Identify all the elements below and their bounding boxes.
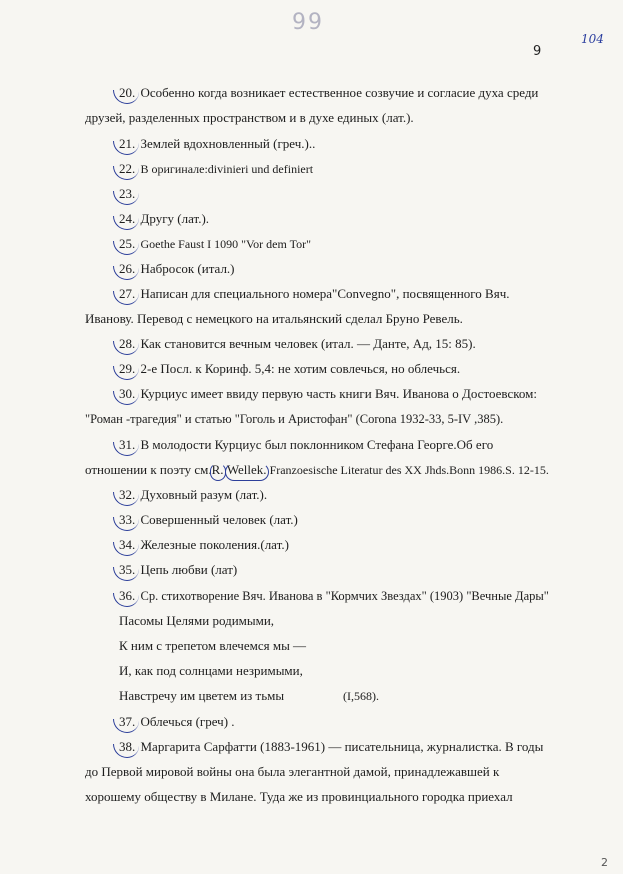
note-line — [116, 537, 289, 553]
note-line — [116, 361, 460, 377]
note-text: Совершенный человек (лат.) — [140, 512, 298, 527]
note-line — [116, 136, 315, 152]
note-text: 2-е Посл. к Коринф. 5,4: не хотим совлечься, но облечься. — [140, 361, 461, 376]
note-number: 21. — [116, 136, 137, 152]
note-line — [116, 739, 543, 755]
note-line — [116, 588, 549, 604]
note-text: В молодости Курциус был поклонником Стефана Георге.Об его — [140, 437, 494, 452]
note-number: 25. — [116, 236, 137, 252]
poem-text: К ним с трепетом влечемся мы — — [119, 638, 307, 653]
poem-text: И, как под солнцами незримыми, — [119, 663, 303, 678]
poem-text: Пасомы Целями родимыми, — [119, 613, 275, 628]
note-number: 30. — [116, 386, 137, 402]
note-text: Другу (лат.). — [140, 211, 210, 226]
note-line — [116, 211, 209, 227]
note-line — [116, 437, 493, 453]
circled-author-name: Wellek. — [226, 462, 267, 477]
poem-line — [119, 663, 303, 679]
note-text: Написан для специального номера"Convegno", посвященного Вяч. — [140, 286, 510, 301]
note-line — [85, 764, 499, 780]
page-number: 9 — [533, 44, 542, 59]
note-number: 29. — [116, 361, 137, 377]
poem-line — [119, 638, 306, 654]
note-text: "Роман -трагедия" и статью "Гоголь и Аристофан" (Corona 1932-33, 5-IV ,385). — [85, 412, 504, 426]
note-line — [116, 286, 509, 302]
note-text: Goethe Faust I 1090 "Vor dem Tor" — [140, 237, 311, 251]
note-line — [116, 186, 137, 202]
note-number: 36. — [116, 588, 137, 604]
note-text: Землей вдохновленный (греч.).. — [140, 136, 316, 151]
note-text: Облечься (греч) . — [140, 714, 235, 729]
note-text: Маргарита Сарфатти (1883-1961) — писательница, журналистка. В годы — [140, 739, 544, 754]
note-line — [85, 311, 463, 327]
note-number: 37. — [116, 714, 137, 730]
poem-reference — [343, 688, 379, 704]
note-number: 34. — [116, 537, 137, 553]
note-text: Духовный разум (лат.). — [140, 487, 268, 502]
note-number: 28. — [116, 336, 137, 352]
note-line — [116, 85, 538, 101]
note-number: 31. — [116, 437, 137, 453]
note-line — [85, 789, 513, 805]
note-number: 24. — [116, 211, 137, 227]
note-text: друзей, разделенных пространством и в духе единых (лат.). — [85, 110, 414, 125]
note-text: отношении к поэту см. — [85, 462, 212, 477]
note-number: 35. — [116, 562, 137, 578]
reference-text: (I,568). — [343, 689, 379, 703]
note-text: Иванову. Перевод с немецкого на итальянский сделал Бруно Ревель. — [85, 311, 463, 326]
note-line — [116, 487, 267, 503]
note-text: Franzoesische Literatur des XX Jhds.Bonn 1986.S. 12-15. — [266, 463, 549, 477]
note-text: Особенно когда возникает естественное созвучие и согласие духа среди — [140, 85, 539, 100]
note-text: до Первой мировой войны она была элегантной дамой, принадлежавшей к — [85, 764, 500, 779]
note-line — [116, 336, 476, 352]
note-text: Набросок (итал.) — [140, 261, 235, 276]
note-line — [116, 161, 313, 177]
note-line — [116, 386, 537, 402]
note-number: 23. — [116, 186, 137, 202]
note-number: 26. — [116, 261, 137, 277]
note-line — [85, 462, 549, 478]
circled-initial: R. — [211, 462, 224, 477]
note-number: 38. — [116, 739, 137, 755]
note-text: Цепь любви (лат) — [140, 562, 238, 577]
note-line — [116, 261, 235, 277]
note-text: В оригинале:divinieri und definiert — [140, 162, 314, 176]
note-line — [116, 512, 298, 528]
note-number: 27. — [116, 286, 137, 302]
note-line — [85, 411, 503, 427]
handwritten-corner-number: 104 — [581, 32, 604, 46]
note-line — [116, 236, 311, 252]
note-line — [85, 110, 414, 126]
poem-line — [119, 613, 274, 629]
poem-line — [119, 688, 284, 704]
note-line — [116, 562, 237, 578]
note-text: Железные поколения.(лат.) — [140, 537, 289, 552]
note-number: 22. — [116, 161, 137, 177]
note-text: хорошему обществу в Милане. Туда же из провинциального городка приехал — [85, 789, 513, 804]
note-number: 20. — [116, 85, 137, 101]
note-text: Как становится вечным человек (итал. — Данте, Ад, 15: 85). — [140, 336, 476, 351]
handwritten-page-mark: 99 — [292, 10, 324, 35]
note-text: Ср. стихотворение Вяч. Иванова в "Кормчих Звездах" (1903) "Вечные Дары" — [140, 589, 549, 603]
poem-text: Навстречу им цветем из тьмы — [119, 688, 285, 703]
note-number: 32. — [116, 487, 137, 503]
page-corner-mark: 2 — [601, 856, 608, 869]
note-text: Курциус имеет ввиду первую часть книги Вяч. Иванова о Достоевском: — [140, 386, 537, 401]
note-number: 33. — [116, 512, 137, 528]
note-line — [116, 714, 235, 730]
